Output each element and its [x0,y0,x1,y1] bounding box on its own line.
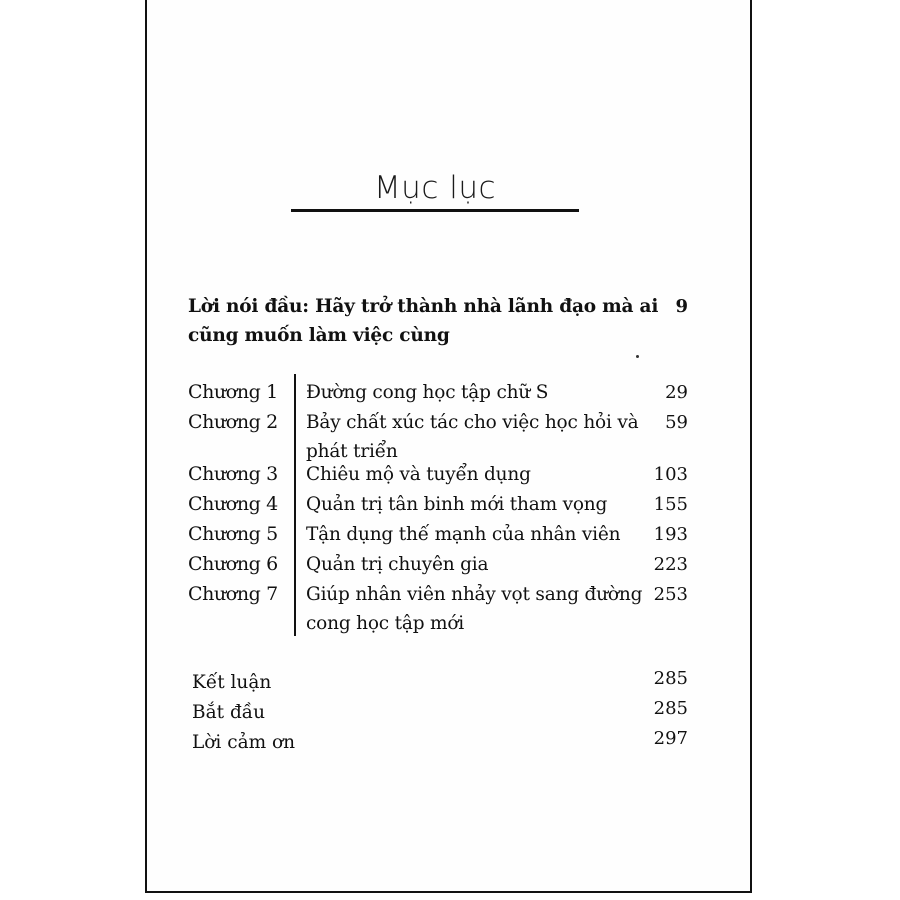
back-matter-label: Lời cảm ơn [192,732,296,753]
chapter-page-number: 103 [653,464,688,485]
chapter-page-number: 29 [665,382,688,403]
chapter-label: Chương 2 [188,411,278,433]
chapter-title-line1: Bảy chất xúc tác cho việc học hỏi và [306,412,639,433]
print-speck [636,355,639,358]
chapter-title-line1: Quản trị chuyên gia [306,554,489,575]
chapter-title [306,520,646,549]
chapter-label: Chương 3 [188,463,278,485]
chapter-label: Chương 1 [188,381,278,403]
chapter-title [306,550,646,579]
chapter-page-number: 193 [653,524,688,545]
chapter-label: Chương 6 [188,553,278,575]
chapter-label: Chương 7 [188,583,278,605]
preface-title-line2: cũng muốn làm việc cùng [188,325,450,346]
chapter-title-line1: Tận dụng thế mạnh của nhân viên [306,524,621,545]
chapter-title-line2: cong học tập mới [306,613,465,634]
chapter-page-number: 59 [665,412,688,433]
chapter-divider-rule [294,374,296,636]
back-matter-page-number: 285 [653,698,688,719]
title-underline [291,209,579,212]
chapter-title-line1: Chiêu mộ và tuyển dụng [306,464,531,485]
page-title: Mục lục [373,170,497,206]
chapter-title [306,580,646,638]
preface-title [188,292,668,350]
chapter-title [306,408,646,466]
chapter-title [306,460,646,489]
preface-title-line1: Lời nói đầu: Hãy trở thành nhà lãnh đạo mà ai [188,296,659,317]
chapter-page-number: 253 [653,584,688,605]
chapter-label: Chương 5 [188,523,278,545]
back-matter-page-number: 297 [653,728,688,749]
preface-page-number: 9 [675,296,688,317]
chapter-title [306,490,646,519]
chapter-title-line1: Giúp nhân viên nhảy vọt sang đường [306,584,643,605]
chapter-title-line1: Đường cong học tập chữ S [306,382,549,403]
chapter-title-line1: Quản trị tân binh mới tham vọng [306,494,608,515]
back-matter-label: Bắt đầu [192,702,266,723]
back-matter-page-number: 285 [653,668,688,689]
back-matter-label: Kết luận [192,672,272,693]
chapter-title [306,378,646,407]
chapter-title-line2: phát triển [306,441,398,462]
chapter-page-number: 223 [653,554,688,575]
chapter-page-number: 155 [653,494,688,515]
chapter-label: Chương 4 [188,493,278,515]
